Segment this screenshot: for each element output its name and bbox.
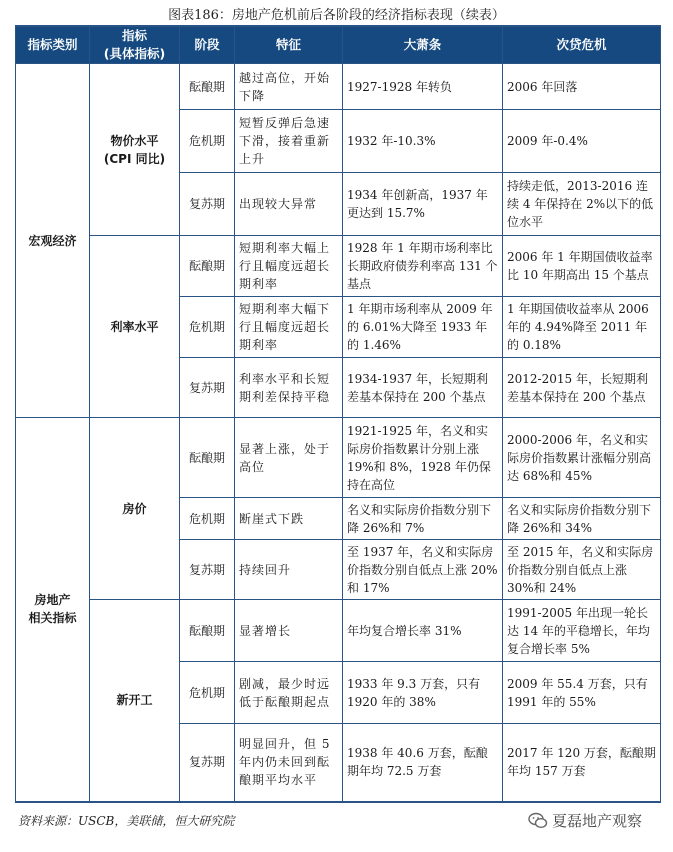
great-depression-cell: 名义和实际房价指数分别下降 26%和 7% xyxy=(343,498,503,540)
great-depression-cell: 1934 年创新高，1937 年更达到 15.7% xyxy=(343,173,503,236)
wechat-icon xyxy=(528,812,548,830)
stage-cell: 复苏期 xyxy=(180,358,235,418)
feature-cell: 剧减，最少时远低于酝酿期起点 xyxy=(235,662,343,724)
great-depression-cell: 1 年期市场利率从 2009 年的 6.01%大降至 1933 年的 1.46% xyxy=(343,297,503,358)
stage-cell: 危机期 xyxy=(180,662,235,724)
indicator-new-starts: 新开工 xyxy=(90,600,180,802)
indicator-cpi xyxy=(90,64,180,236)
subprime-cell: 1991-2005 年出现一轮长达 14 年的平稳增长，年均复合增长率 5% xyxy=(503,600,661,662)
header-feature: 特征 xyxy=(235,26,343,64)
subprime-cell: 2017 年 120 万套，酝酿期年均 157 万套 xyxy=(503,724,661,802)
great-depression-cell: 年均复合增长率 31% xyxy=(343,600,503,662)
great-depression-cell: 1927-1928 年转负 xyxy=(343,64,503,110)
great-depression-cell: 1921-1925 年，名义和实际房价指数累计分别上涨 19%和 8%，1928 年仍保持在高位 xyxy=(343,418,503,498)
feature-cell: 越过高位，开始下降 xyxy=(235,64,343,110)
header-indicator xyxy=(90,26,180,64)
indicator-house-price: 房价 xyxy=(90,418,180,600)
header-great-depression: 大萧条 xyxy=(343,26,503,64)
feature-cell: 出现较大异常 xyxy=(235,173,343,236)
header-indicator-line2: (具体指标) xyxy=(103,46,166,61)
table-row xyxy=(16,600,661,662)
category-macro: 宏观经济 xyxy=(16,64,90,418)
stage-cell: 酝酿期 xyxy=(180,236,235,297)
subprime-cell: 至 2015 年，名义和实际房价指数分别自低点上涨 30%和 24% xyxy=(503,540,661,600)
table-row xyxy=(16,418,661,498)
subprime-cell: 2006 年 1 年期国债收益率比 10 年期高出 15 个基点 xyxy=(503,236,661,297)
stage-cell: 复苏期 xyxy=(180,724,235,802)
source-note: 资料来源：USCB，美联储，恒大研究院 xyxy=(18,814,235,828)
great-depression-cell: 至 1937 年，名义和实际房价指数分别自低点上涨 20%和 17% xyxy=(343,540,503,600)
feature-cell: 短暂反弹后急速下滑，接着重新上升 xyxy=(235,110,343,173)
category-real-estate xyxy=(16,418,90,802)
header-row xyxy=(16,26,661,64)
feature-cell: 断崖式下跌 xyxy=(235,498,343,540)
indicator-cpi-line1: 物价水平 xyxy=(110,133,159,148)
indicator-interest-rate: 利率水平 xyxy=(90,236,180,418)
subprime-cell: 2009 年-0.4% xyxy=(503,110,661,173)
header-subprime: 次贷危机 xyxy=(503,26,661,64)
stage-cell: 酝酿期 xyxy=(180,418,235,498)
stage-cell: 复苏期 xyxy=(180,173,235,236)
table-row xyxy=(16,64,661,110)
table-row xyxy=(16,236,661,297)
feature-cell: 显著上涨，处于高位 xyxy=(235,418,343,498)
indicator-cpi-line2: (CPI 同比) xyxy=(103,151,166,166)
subprime-cell: 1 年期国债收益率从 2006 年的 4.94%降至 2011 年的 0.18% xyxy=(503,297,661,358)
stage-cell: 酝酿期 xyxy=(180,64,235,110)
great-depression-cell: 1933 年 9.3 万套，只有 1920 年的 38% xyxy=(343,662,503,724)
header-category: 指标类别 xyxy=(16,26,90,64)
watermark-text: 夏磊地产观察 xyxy=(552,812,643,830)
watermark xyxy=(528,810,642,831)
feature-cell: 显著增长 xyxy=(235,600,343,662)
feature-cell: 明显回升，但 5 年内仍未回到酝酿期平均水平 xyxy=(235,724,343,802)
feature-cell: 利率水平和长短期利差保持平稳 xyxy=(235,358,343,418)
header-indicator-line1: 指标 xyxy=(121,28,147,43)
stage-cell: 酝酿期 xyxy=(180,600,235,662)
great-depression-cell: 1934-1937 年，长短期利差基本保持在 200 个基点 xyxy=(343,358,503,418)
great-depression-cell: 1932 年-10.3% xyxy=(343,110,503,173)
category-real-estate-line1: 房地产 xyxy=(34,593,71,608)
subprime-cell: 2000-2006 年，名义和实际房价指数累计涨幅分别高达 68%和 45% xyxy=(503,418,661,498)
subprime-cell: 持续走低，2013-2016 连续 4 年保持在 2%以下的低位水平 xyxy=(503,173,661,236)
category-real-estate-line2: 相关指标 xyxy=(28,611,77,626)
subprime-cell: 2009 年 55.4 万套，只有 1991 年的 55% xyxy=(503,662,661,724)
header-stage: 阶段 xyxy=(180,26,235,64)
subprime-cell: 2012-2015 年，长短期利差基本保持在 200 个基点 xyxy=(503,358,661,418)
subprime-cell: 名义和实际房价指数分别下降 26%和 34% xyxy=(503,498,661,540)
stage-cell: 危机期 xyxy=(180,498,235,540)
indicator-table xyxy=(15,25,661,803)
feature-cell: 短期利率大幅上行且幅度远超长期利率 xyxy=(235,236,343,297)
table-caption: 图表186：房地产危机前后各阶段的经济指标表现（续表） xyxy=(168,8,505,23)
great-depression-cell: 1928 年 1 年期市场利率比长期政府债券利率高 131 个基点 xyxy=(343,236,503,297)
feature-cell: 短期利率大幅下行且幅度远超长期利率 xyxy=(235,297,343,358)
subprime-cell: 2006 年回落 xyxy=(503,64,661,110)
stage-cell: 复苏期 xyxy=(180,540,235,600)
stage-cell: 危机期 xyxy=(180,110,235,173)
great-depression-cell: 1938 年 40.6 万套，酝酿期年均 72.5 万套 xyxy=(343,724,503,802)
feature-cell: 持续回升 xyxy=(235,540,343,600)
stage-cell: 危机期 xyxy=(180,297,235,358)
